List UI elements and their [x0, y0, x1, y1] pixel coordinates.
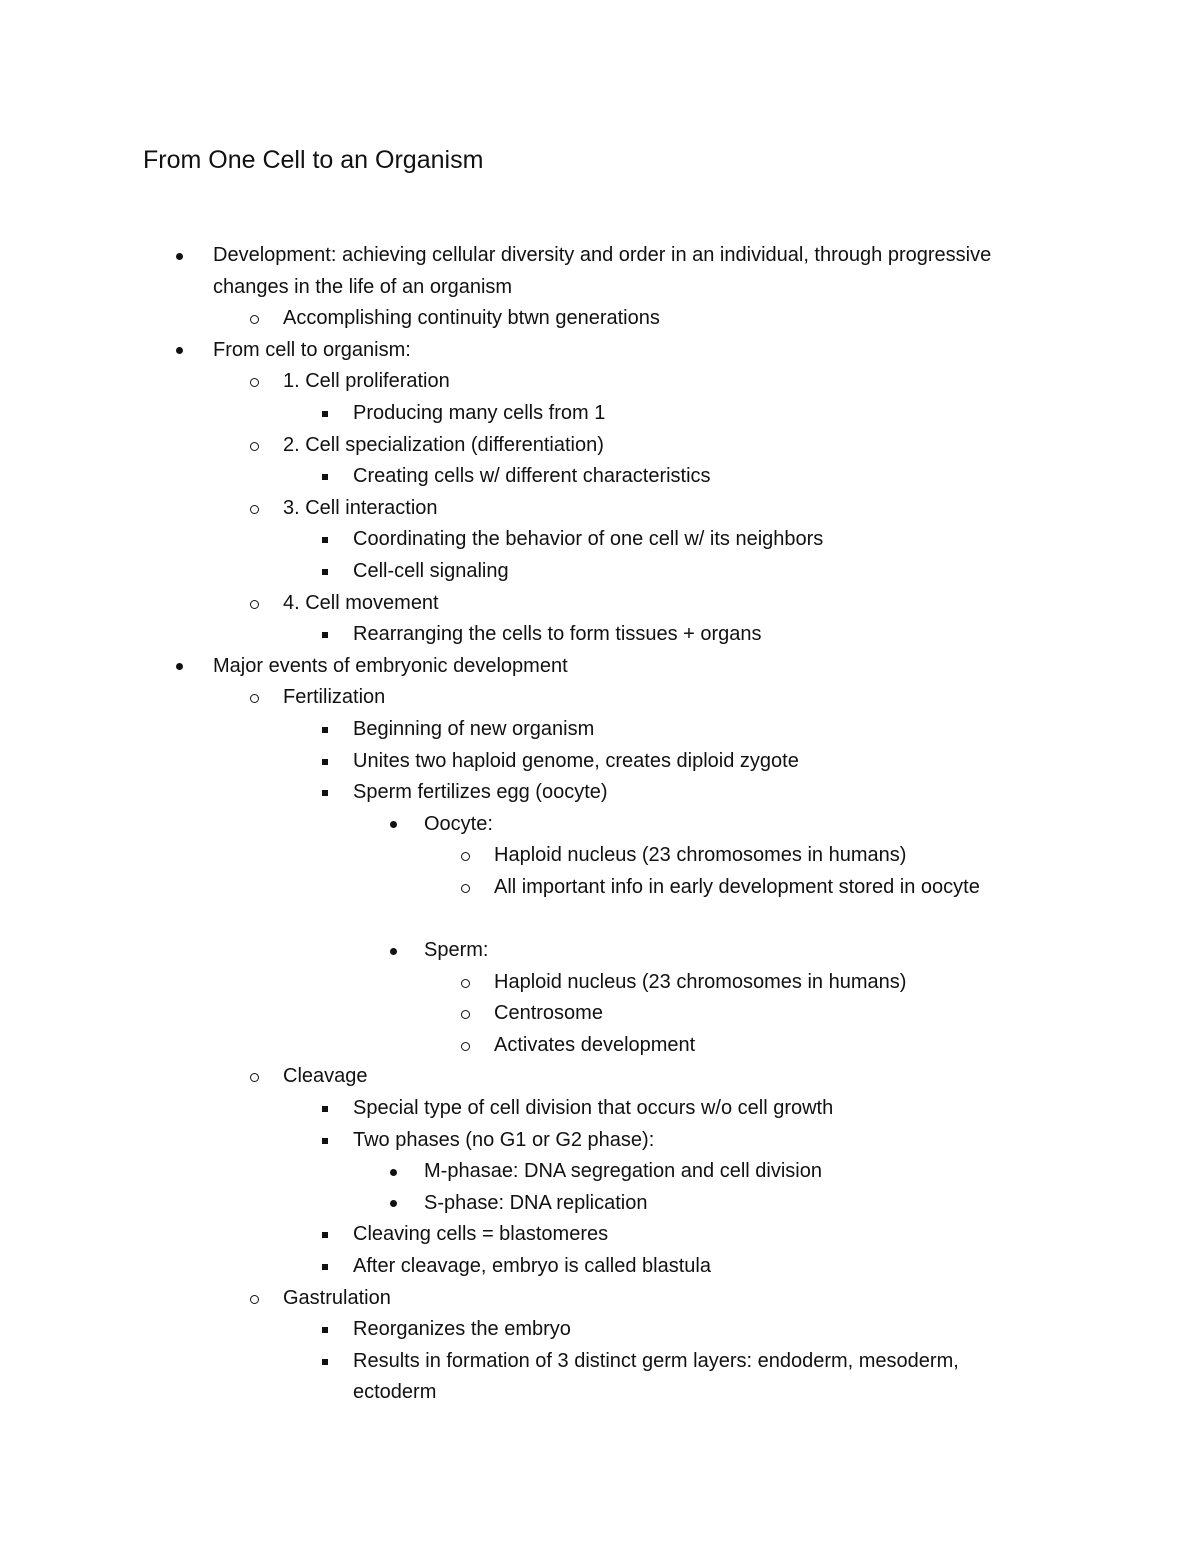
disc-bullet-icon: [173, 651, 193, 683]
outline-item-text: M-phasae: DNA segregation and cell division: [424, 1160, 822, 1183]
outline-item-text: Oocyte:: [424, 812, 493, 835]
outline-item-text: 1. Cell proliferation: [283, 370, 450, 393]
outline-item: [0, 1030, 1200, 1062]
outline-item: [0, 1093, 1200, 1125]
outline-item-text: Rearranging the cells to form tissues + organs: [353, 623, 762, 646]
outline-item-text: Cleavage: [283, 1065, 368, 1088]
outline-item-text: Centrosome: [494, 1002, 603, 1025]
outline-item: [0, 398, 1200, 430]
outline-item-text: Unites two haploid genome, creates diploid zygote: [353, 749, 799, 772]
square-bullet-icon: [319, 556, 339, 588]
circle-bullet-icon: [248, 588, 268, 620]
square-bullet-icon: [319, 398, 339, 430]
outline-item: [0, 1219, 1200, 1251]
circle-bullet-icon: [459, 967, 479, 999]
outline-item: [0, 303, 1200, 335]
circle-bullet-icon: [248, 303, 268, 335]
circle-bullet-icon: [248, 493, 268, 525]
outline-item-text: Reorganizes the embryo: [353, 1318, 571, 1341]
square-bullet-icon: [319, 1346, 339, 1378]
circle-bullet-icon: [248, 1283, 268, 1315]
outline-item: [0, 967, 1200, 999]
outline-item: [0, 461, 1200, 493]
outline-item-text: Two phases (no G1 or G2 phase):: [353, 1128, 655, 1151]
outline-item-text: Accomplishing continuity btwn generations: [283, 307, 660, 330]
outline-item-text: Sperm fertilizes egg (oocyte): [353, 781, 608, 804]
outline-item-text: Beginning of new organism: [353, 717, 595, 740]
outline-item-text: From cell to organism:: [213, 338, 411, 361]
document-title: From One Cell to an Organism: [143, 146, 484, 174]
square-bullet-icon: [319, 1314, 339, 1346]
square-bullet-icon: [319, 746, 339, 778]
outline-item: [0, 998, 1200, 1030]
outline-item-text: Coordinating the behavior of one cell w/ its neighbors: [353, 528, 824, 551]
disc-bullet-icon: [387, 809, 407, 841]
outline-item: [0, 809, 1200, 841]
outline-item: [0, 366, 1200, 398]
outline-item: [0, 872, 1200, 935]
outline-item: [0, 651, 1200, 683]
disc-bullet-icon: [173, 240, 193, 272]
square-bullet-icon: [319, 1251, 339, 1283]
outline-item: [0, 1125, 1200, 1157]
disc-bullet-icon: [387, 1188, 407, 1220]
bullet-outline: [0, 240, 1200, 1409]
outline-item: [0, 714, 1200, 746]
circle-bullet-icon: [248, 430, 268, 462]
outline-item: [0, 682, 1200, 714]
disc-bullet-icon: [173, 335, 193, 367]
outline-item-text: All important info in early development stored in oocyte: [494, 875, 980, 898]
circle-bullet-icon: [248, 682, 268, 714]
outline-item: [0, 1283, 1200, 1315]
circle-bullet-icon: [248, 1061, 268, 1093]
outline-item-text: S-phase: DNA replication: [424, 1191, 648, 1214]
outline-item: [0, 1314, 1200, 1346]
outline-item-text: 4. Cell movement: [283, 591, 439, 614]
outline-item-text: Producing many cells from 1: [353, 401, 606, 424]
outline-item-text: Sperm:: [424, 939, 489, 962]
outline-item-text: Special type of cell division that occurs w/o cell growth: [353, 1097, 834, 1120]
circle-bullet-icon: [459, 872, 479, 904]
outline-item-text: Results in formation of 3 distinct germ layers: endoderm, mesoderm, ectoderm: [353, 1349, 959, 1404]
outline-item-text: Cell-cell signaling: [353, 559, 509, 582]
circle-bullet-icon: [459, 1030, 479, 1062]
outline-item: [0, 430, 1200, 462]
outline-item-text: Fertilization: [283, 686, 386, 709]
outline-item-text: 3. Cell interaction: [283, 496, 438, 519]
outline-item: [0, 1061, 1200, 1093]
square-bullet-icon: [319, 714, 339, 746]
disc-bullet-icon: [387, 935, 407, 967]
circle-bullet-icon: [459, 840, 479, 872]
outline-item-text: Development: achieving cellular diversity and order in an individual, through progressive changes in the life of an organism: [213, 244, 992, 298]
outline-item: [0, 588, 1200, 620]
circle-bullet-icon: [248, 366, 268, 398]
disc-bullet-icon: [387, 1156, 407, 1188]
outline-item-text: Creating cells w/ different characteristics: [353, 465, 711, 488]
square-bullet-icon: [319, 1093, 339, 1125]
outline-item: [0, 1156, 1200, 1188]
outline-item-text: Haploid nucleus (23 chromosomes in humans): [494, 844, 907, 867]
outline-item: [0, 524, 1200, 556]
outline-item: [0, 335, 1200, 367]
outline-item-text: After cleavage, embryo is called blastula: [353, 1255, 711, 1277]
square-bullet-icon: [319, 461, 339, 493]
outline-item-text: Activates development: [494, 1033, 696, 1056]
square-bullet-icon: [319, 1219, 339, 1251]
outline-item-text: Major events of embryonic development: [213, 654, 568, 677]
square-bullet-icon: [319, 619, 339, 651]
outline-item: [0, 556, 1200, 588]
outline-item-text: Haploid nucleus (23 chromosomes in humans): [494, 970, 907, 993]
outline-item: [0, 1346, 1200, 1409]
outline-item-text: Cleaving cells = blastomeres: [353, 1223, 609, 1246]
outline-item: [0, 935, 1200, 967]
square-bullet-icon: [319, 1125, 339, 1157]
outline-item: [0, 493, 1200, 525]
square-bullet-icon: [319, 524, 339, 556]
outline-item: [0, 240, 1200, 303]
outline-item: [0, 619, 1200, 651]
outline-item: [0, 1188, 1200, 1220]
outline-item: [0, 840, 1200, 872]
outline-item: [0, 1251, 1200, 1283]
outline-item-text: Gastrulation: [283, 1286, 391, 1309]
circle-bullet-icon: [459, 998, 479, 1030]
outline-item: [0, 777, 1200, 809]
square-bullet-icon: [319, 777, 339, 809]
outline-item-text: 2. Cell specialization (differentiation): [283, 433, 604, 456]
outline-item: [0, 746, 1200, 778]
